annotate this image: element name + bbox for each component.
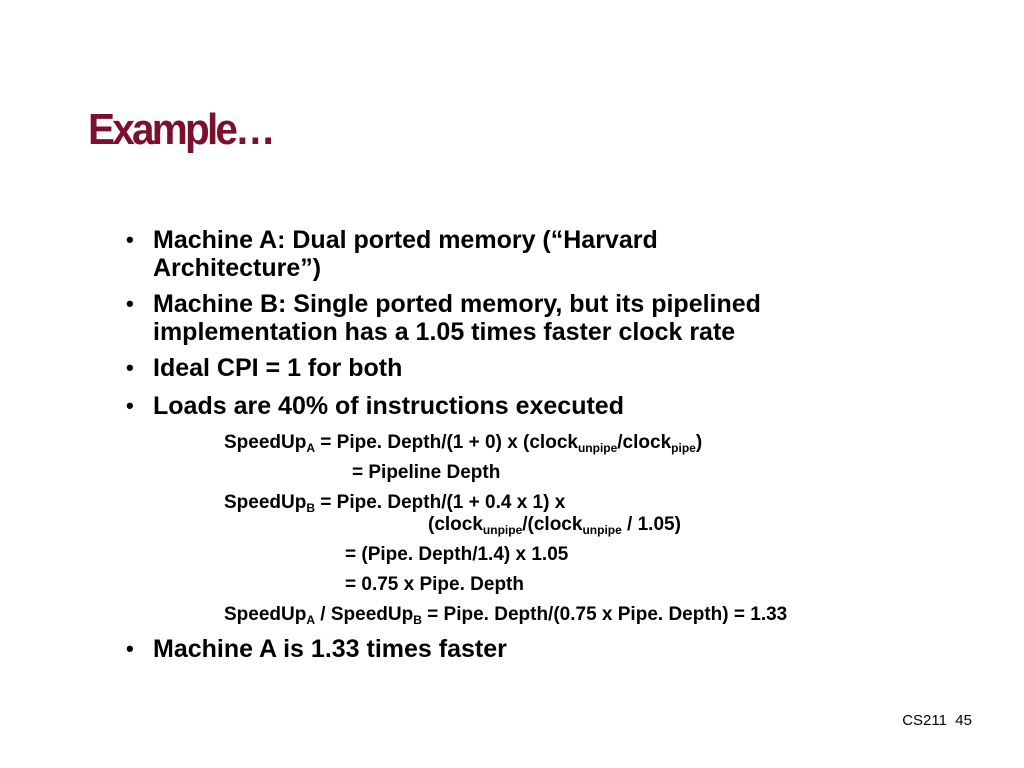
bullet-marker: •	[126, 227, 134, 252]
equation-speedup-b-cont: (clock$_{unpipe}$/(clock$_{unpipe}$ / 1.05)	[428, 514, 681, 537]
bullet-text: Ideal CPI = 1 for both	[153, 354, 403, 382]
bullet-marker: •	[126, 291, 134, 316]
slide-title: Example…	[88, 105, 273, 154]
equation-ratio: SpeedUp$_A$ / SpeedUp$_B$ = Pipe. Depth/(0.75 x Pipe. Depth) = 1.33	[224, 604, 788, 627]
bullet-text: Machine A is 1.33 times faster	[153, 635, 507, 663]
equation-step: = (Pipe. Depth/1.4) x 1.05	[345, 544, 569, 565]
equation-speedup-b: SpeedUp$_B$ = Pipe. Depth/(1 + 0.4 x 1) x	[224, 492, 566, 515]
equation-speedup-a: SpeedUp$_A$ = Pipe. Depth/(1 + 0) x (clock$_{unpipe}$/clock$_{pipe}$)	[224, 432, 703, 455]
bullet-marker: •	[126, 355, 134, 380]
bullet-text: Machine B: Single ported memory, but its pipelined implementation has a 1.05 times faster clock rate	[153, 290, 761, 346]
bullet-text: Loads are 40% of instructions executed	[153, 392, 624, 420]
bullet-marker: •	[126, 636, 134, 661]
equation-step: = 0.75 x Pipe. Depth	[345, 574, 524, 595]
equation-pipeline-depth: = Pipeline Depth	[352, 462, 501, 483]
bullet-marker: •	[126, 393, 134, 418]
slide-footer: CS211 45	[902, 712, 972, 729]
bullet-text: Machine A: Dual ported memory (“Harvard Architecture”)	[153, 226, 658, 282]
